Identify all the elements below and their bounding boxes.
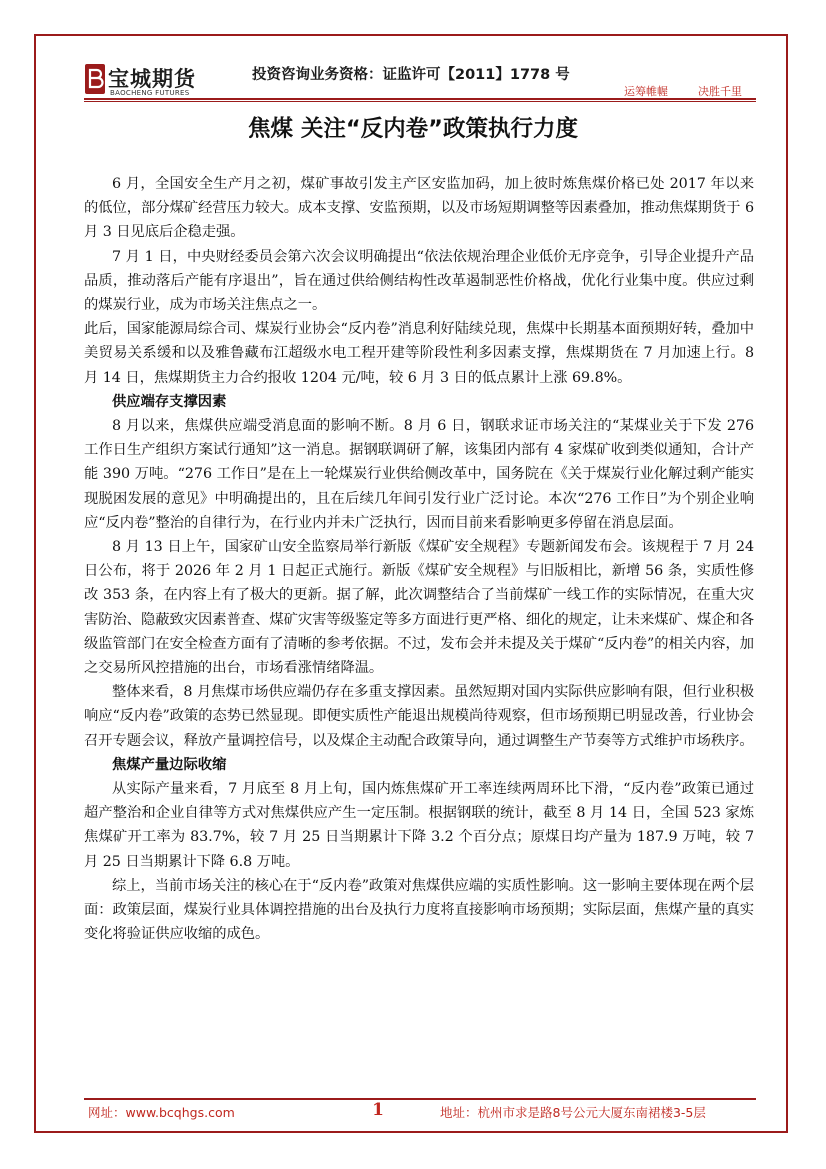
logo-text-en: BAOCHENG FUTURES — [110, 89, 190, 97]
paragraph: 8 月 13 日上午，国家矿山安全监察局举行新版《煤矿安全规程》专题新闻发布会。该规程于 7 月 24 日公布，将于 2026 年 2 月 1 日起正式施行。新版《煤矿安全规程》与旧版相比，新增 56 条，实质性修改 353 条，在内容上有了极大的更新。据了解，此次调整结合了当前煤矿一线工作的实际情况，在重大灾害防治、隐蔽致灾因素普查、煤矿灾害等级鉴定等多方面进行更严格、细化的规定，让未来煤矿、煤企和各级监管部门在安全检查方面有了清晰的参考依据。不过，发布会并未提及关于煤矿“反内卷”的相关内容，加之交易所风控措施的出台，市场看涨情绪降温。 — [84, 539, 754, 677]
paragraph: 从实际产量来看，7 月底至 8 月上旬，国内炼焦煤矿开工率连续两周环比下滑，“反内卷”政策已通过超产整治和企业自律等方式对焦煤供应产生一定压制。根据钢联的统计，截至 8 月 14 日，全国 523 家炼焦煤矿开工率为 83.7%，较 7 月 25 日当期累计下降 3.2 个百分点；原煤日均产量为 187.9 万吨，较 7 月 25 日当期累计下降 6.8 万吨。 — [84, 781, 754, 870]
slogan-right: 决胜千里 — [698, 85, 742, 98]
qualification-text: 投资咨询业务资格：证监许可【2011】1778 号 — [252, 67, 570, 83]
page-title: 焦煤 关注“反内卷”政策执行力度 — [248, 116, 578, 142]
header-rule-bottom — [84, 101, 756, 102]
footer-website: 网址：www.bcqhgs.com — [88, 1105, 235, 1120]
logo-text-cn: 宝城期货 — [108, 67, 196, 91]
logo-mark-icon — [84, 62, 106, 96]
article-body — [84, 172, 754, 947]
header-rule-top — [84, 98, 756, 100]
section-heading: 焦煤产量边际收缩 — [112, 756, 227, 773]
paragraph: 综上，当前市场关注的核心在于“反内卷”政策对焦煤供应端的实质性影响。这一影响主要体现在两个层面：政策层面，煤炭行业具体调控措施的出台及执行力度将直接影响市场预期；实际层面，焦煤产量的真实变化将验证供应收缩的成色。 — [84, 877, 754, 943]
paragraph: 8 月以来，焦煤供应端受消息面的影响不断。8 月 6 日，钢联求证市场关注的“某煤业关于下发 276 工作日生产组织方案试行通知”这一消息。据钢联调研了解，该集团内部有 4 家煤矿收到类似通知，合计产能 390 万吨。“276 工作日”是在上一轮煤炭行业供给侧改革中，国务院在《关于煤炭行业化解过剩产能实现脱困发展的意见》中明确提出的，且在后续几年间引发行业广泛讨论。本次“276 工作日”为个别企业响应“反内卷”整治的自律行为，在行业内并未广泛执行，因而目前来看影响更多停留在消息层面。 — [84, 418, 754, 531]
paragraph: 此后，国家能源局综合司、煤炭行业协会“反内卷”消息利好陆续兑现，焦煤中长期基本面预期好转，叠加中美贸易关系缓和以及雅鲁藏布江超级水电工程开建等阶段性利多因素支撑，焦煤期货在 7 月加速上行。8 月 14 日，焦煤期货主力合约报收 1204 元/吨，较 6 月 3 日的低点累计上涨 69.8%。 — [84, 321, 754, 386]
paragraph: 6 月，全国安全生产月之初，煤矿事故引发主产区安监加码，加上彼时炼焦煤价格已处 2017 年以来的低位，部分煤矿经营压力较大。成本支撑、安监预期，以及市场短期调整等因素叠加，推动焦煤期货于 6 月 3 日见底后企稳走强。 — [84, 176, 754, 241]
slogan-left: 运筹帷幄 — [624, 85, 668, 98]
company-logo — [84, 62, 214, 100]
footer-address: 地址：杭州市求是路8号公元大厦东南裙楼3-5层 — [440, 1105, 706, 1120]
footer-rule — [84, 1098, 756, 1100]
paragraph: 7 月 1 日，中央财经委员会第六次会议明确提出“依法依规治理企业低价无序竞争，引导企业提升产品品质，推动落后产能有序退出”，旨在通过供给侧结构性改革遏制恶性价格战，优化行业集中度。供应过剩的煤炭行业，成为市场关注焦点之一。 — [84, 248, 754, 314]
section-heading: 供应端存支撑因素 — [112, 393, 227, 410]
page-number: 1 — [372, 1100, 384, 1120]
paragraph: 整体来看，8 月焦煤市场供应端仍存在多重支撑因素。虽然短期对国内实际供应影响有限，但行业积极响应“反内卷”政策的态势已然显现。即便实质性产能退出规模尚待观察，但市场预期已明显改善，行业协会召开专题会议，释放产量调控信号，以及煤企主动配合政策导向，通过调整生产节奏等方式维护市场秩序。 — [84, 684, 754, 749]
